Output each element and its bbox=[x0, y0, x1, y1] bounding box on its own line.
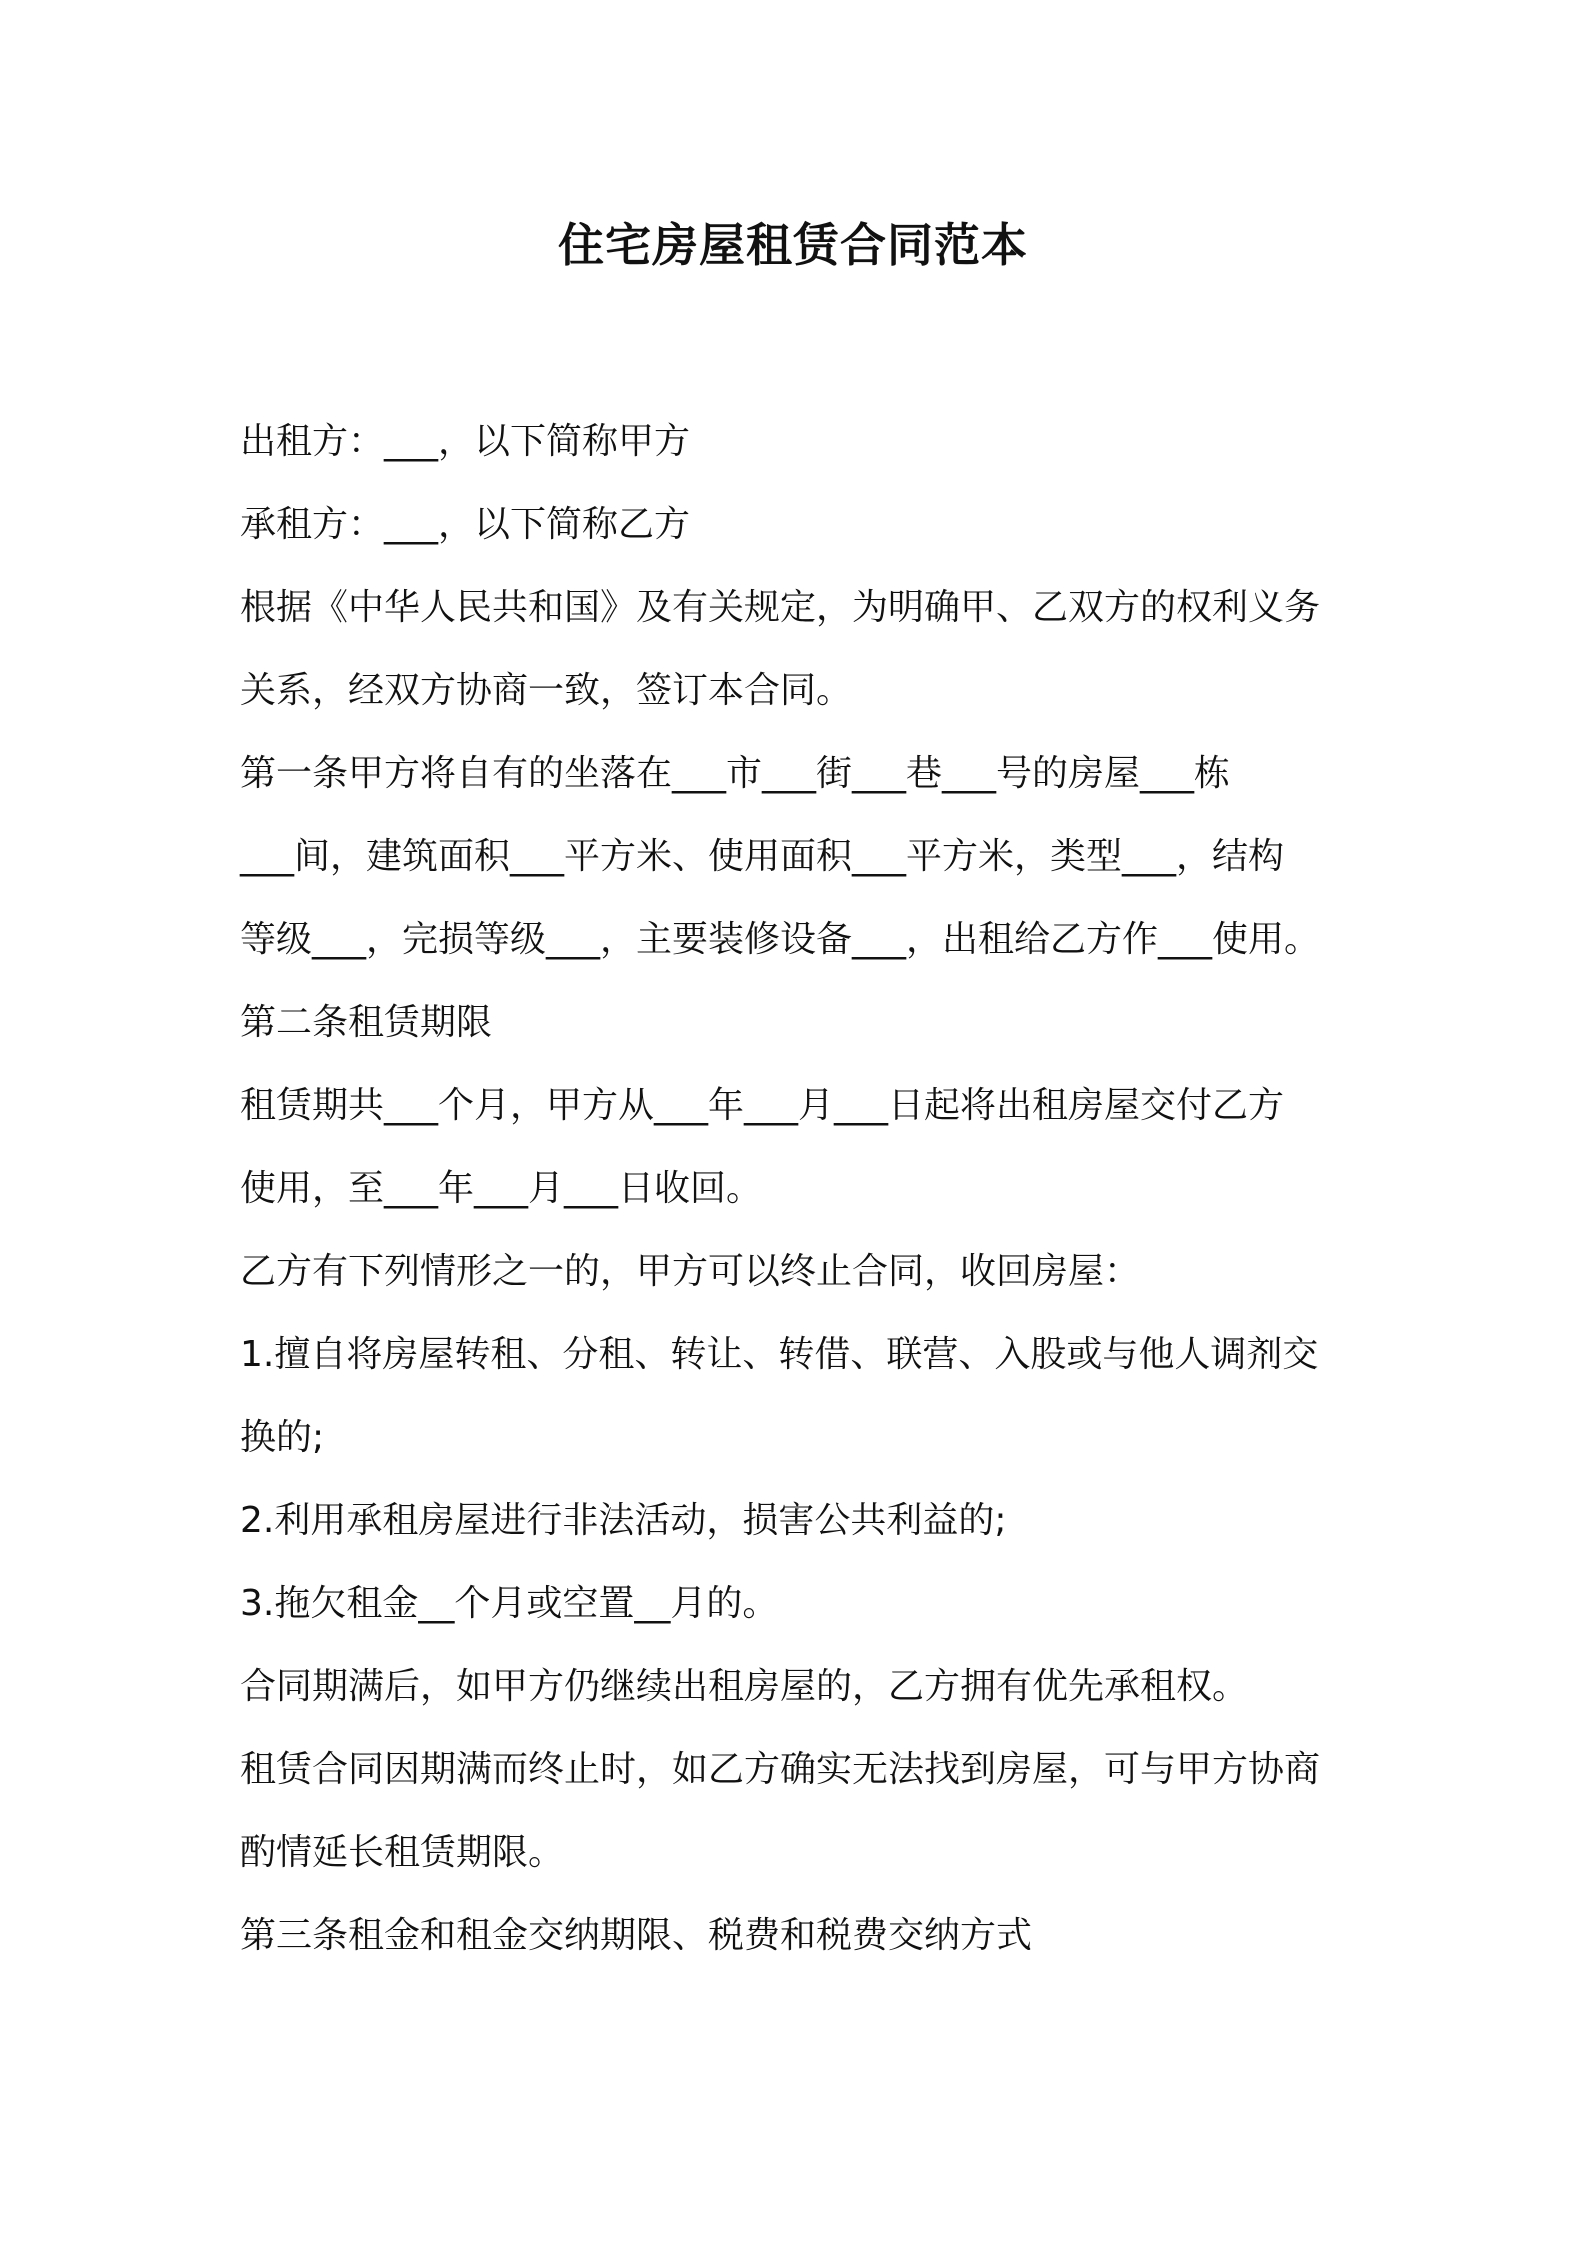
line-term-2: 使用，至___年___月___日收回。 bbox=[240, 1168, 763, 1209]
line-clause-1a: 1.擅自将房屋转租、分租、转让、转借、联营、入股或与他人调剂交 bbox=[240, 1334, 1319, 1375]
line-lessee: 承租方：___，以下简称乙方 bbox=[240, 504, 691, 545]
line-article3-heading: 第三条租金和租金交纳期限、税费和税费交纳方式 bbox=[240, 1915, 1033, 1956]
line-preamble-1: 根据《中华人民共和国》及有关规定，为明确甲、乙双方的权利义务 bbox=[240, 587, 1321, 628]
line-preamble-2: 关系，经双方协商一致，签订本合同。 bbox=[240, 670, 853, 711]
line-clause-2: 2.利用承租房屋进行非法活动，损害公共利益的; bbox=[240, 1500, 1007, 1541]
line-article2-heading: 第二条租赁期限 bbox=[240, 1002, 493, 1043]
line-term-1: 租赁期共___个月，甲方从___年___月___日起将出租房屋交付乙方 bbox=[240, 1085, 1285, 1126]
line-extension-1: 租赁合同因期满而终止时，如乙方确实无法找到房屋，可与甲方协商 bbox=[240, 1749, 1321, 1790]
line-clause-3: 3.拖欠租金__个月或空置__月的。 bbox=[240, 1583, 779, 1624]
line-termination-intro: 乙方有下列情形之一的，甲方可以终止合同，收回房屋： bbox=[240, 1251, 1141, 1292]
line-article1-3: 等级___，完损等级___，主要装修设备___，出租给乙方作___使用。 bbox=[240, 919, 1321, 960]
line-clause-1b: 换的; bbox=[240, 1417, 325, 1458]
line-article1-1: 第一条甲方将自有的坐落在___市___街___巷___号的房屋___栋 bbox=[240, 753, 1231, 794]
line-priority-right: 合同期满后，如甲方仍继续出租房屋的，乙方拥有优先承租权。 bbox=[240, 1666, 1249, 1707]
line-extension-2: 酌情延长租赁期限。 bbox=[240, 1832, 565, 1873]
line-article1-2: ___间，建筑面积___平方米、使用面积___平方米，类型___，结构 bbox=[240, 836, 1285, 877]
document-body bbox=[240, 400, 1360, 1977]
document-title: 住宅房屋租赁合同范本 bbox=[558, 218, 1028, 272]
line-lessor: 出租方：___，以下简称甲方 bbox=[240, 421, 691, 462]
